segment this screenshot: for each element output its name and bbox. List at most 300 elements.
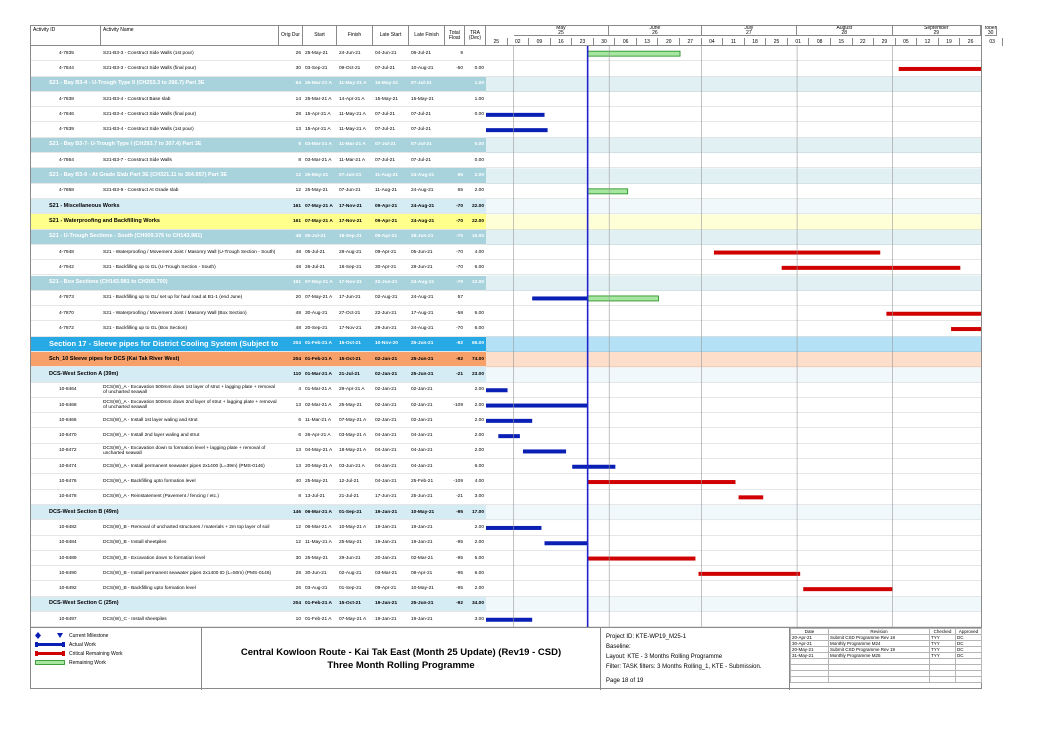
- critical-remaining-bar: [699, 572, 801, 576]
- cell-start: 07-May-21 A: [305, 203, 333, 209]
- cell-name: S21-B3-3 - Construct Side Walls (final pour): [103, 65, 197, 71]
- col-late-start[interactable]: Late Start: [373, 26, 409, 45]
- cell-name: Section 17 - Sleeve pipes for District Cooling System (Subject to: [49, 339, 279, 349]
- gantt-page: [30, 25, 997, 689]
- cell-name: S21 - Waterproofing and Backfilling Works: [49, 217, 160, 224]
- cell-lf: 07-Jul-21: [411, 111, 431, 117]
- cell-lf: 02-Jan-21: [411, 402, 433, 408]
- cell-name: DCS(W)_A - Install permanent seawater pipes 2x1400 (L=39m) (PMS-0146): [103, 463, 265, 469]
- cell-tra: 74.00: [471, 356, 484, 362]
- cell-start: 25-May-21: [305, 555, 328, 561]
- cell-ls: 07-Jul-21: [375, 157, 395, 163]
- month-number: 25: [558, 30, 564, 36]
- cell-finish: 09-Oct-21: [339, 65, 361, 71]
- cell-tra: 2.00: [474, 524, 484, 530]
- cell-finish: 03-Jun-21 A: [339, 463, 365, 469]
- cell-start: 03-Sep-21: [305, 65, 328, 71]
- cell-tf: -109: [453, 402, 463, 408]
- cell-tf: [445, 459, 465, 473]
- cell-name: S21 - U-Trough Sections - South (CH009.376 to CH143.981): [49, 233, 203, 240]
- cell-finish: 25-May-21: [339, 540, 362, 546]
- cell-dur: 4: [298, 387, 301, 393]
- cell-dur: 161: [292, 280, 301, 286]
- cell-tf: 65: [457, 188, 463, 194]
- cell-name: S21-B3-4 - Construct Base slab: [103, 96, 171, 102]
- cell-name: DCS(W)_B - Install sheetpiles: [103, 540, 167, 546]
- cell-tra: 2.00: [474, 402, 484, 408]
- cell-tf: -92: [456, 601, 463, 607]
- cell-finish: 24-Jun-21: [339, 50, 361, 56]
- cell-dur: 30: [295, 555, 301, 561]
- week-tick: 30: [594, 38, 616, 46]
- critical-remaining-bar: [782, 266, 961, 270]
- cell-start: 30-Jun-21: [305, 570, 327, 576]
- rev-checked: TYY: [930, 641, 956, 647]
- cell-dur: 204: [292, 341, 301, 347]
- cell-finish: 25-May-21: [339, 402, 362, 408]
- cell-id: 4-7835: [59, 50, 74, 56]
- cell-name: DCS(W)_B - Install permanent seawater pipes 2x1400 ID (L=50m) (PMS-0146): [103, 570, 272, 576]
- cell-dur: 204: [292, 356, 301, 362]
- cell-lf: 24-Aug-21: [411, 280, 435, 286]
- cell-start: 07-May-21 A: [305, 280, 333, 286]
- cell-start: 01-Feb-21 A: [305, 341, 333, 347]
- cell-tra: 65.00: [471, 341, 484, 347]
- actual-work-bar: [498, 434, 520, 438]
- cell-dur: 48: [295, 249, 301, 255]
- cell-lf: 07-Jul-21: [411, 127, 431, 133]
- actual-work-bar: [486, 113, 545, 117]
- cell-tra: 0.00: [474, 111, 484, 117]
- month-name: June: [649, 26, 661, 31]
- remaining-work-bar: [588, 51, 680, 56]
- cell-finish: 01-Sep-21: [339, 509, 362, 515]
- summary-band: [486, 230, 981, 245]
- cell-tra: 2.00: [474, 417, 484, 423]
- rev-date: 20-May-21: [791, 647, 829, 653]
- cell-name: S21-B3-9 - Construct At Grade slab: [103, 188, 179, 194]
- chart-title: Central Kowloon Route - Kai Tak East (Month 25 Update) (Rev19 - CSD): [240, 647, 562, 658]
- week-tick: 05: [896, 38, 918, 46]
- cell-lf: 25-Jun-21: [411, 601, 434, 607]
- cell-dur: 6: [298, 433, 301, 439]
- cell-finish: 02-Aug-21: [339, 570, 362, 576]
- cell-dur: 146: [292, 509, 301, 515]
- cell-id: 10-8484: [59, 540, 77, 546]
- cell-name: DCS(W)_A - Backfilling upto formation level: [103, 479, 196, 485]
- cell-tf: [445, 612, 465, 626]
- timescale: [486, 26, 997, 46]
- cell-tra: 0.00: [474, 142, 484, 148]
- cell-tf: [445, 520, 465, 534]
- cell-tf: -70: [456, 326, 463, 332]
- cell-ls: 29-Jun-21: [375, 326, 397, 332]
- cell-name: S21 - Waterproofing / Movement Joint / Masonry Wall (U-Trough Section - South): [103, 249, 276, 255]
- cell-id: 4-7846: [59, 111, 74, 117]
- cell-name: S21 - Backfilling up to GL (U-Trough Section - South): [103, 264, 216, 270]
- month-name: May: [556, 26, 566, 31]
- actual-work-bar: [486, 618, 532, 622]
- cell-id: 4-7873: [59, 295, 74, 301]
- week-tick: 09: [529, 38, 551, 46]
- week-tick: 22: [853, 38, 875, 46]
- project-id: Project ID: KTE-WP19_M25-1: [606, 634, 687, 640]
- cell-lf: 08-Apr-21: [411, 570, 433, 576]
- summary-band: [486, 168, 981, 183]
- month-header: [609, 26, 701, 36]
- cell-ls: 19-Jan-21: [375, 509, 398, 515]
- cell-finish: 14-Apr-21 A: [339, 96, 365, 102]
- cell-tf: -95: [456, 555, 463, 561]
- legend-remaining-label: Remaining Work: [69, 659, 106, 666]
- cell-tra: 34.00: [471, 601, 484, 607]
- cell-lf: 28-Jun-21: [411, 264, 433, 270]
- month-name: August: [836, 26, 853, 31]
- cell-tra: 2.00: [474, 173, 484, 179]
- cell-name: DCS-West Section A (39m): [49, 370, 119, 377]
- cell-finish: 21-Jul-21: [339, 371, 360, 377]
- cell-finish: 17-Nov-21: [339, 326, 362, 332]
- cell-dur: 40: [295, 479, 301, 485]
- summary-band: [486, 77, 981, 92]
- cell-ls: 19-Jan-21: [375, 616, 397, 622]
- cell-ls: 02-Jan-21: [375, 417, 397, 423]
- cell-dur: 13: [295, 448, 301, 454]
- cell-name: DCS(W)_B - Excavation down to formation level: [103, 555, 206, 561]
- cell-id: 4-7942: [59, 264, 74, 270]
- week-tick: 12: [917, 38, 939, 46]
- actual-work-bar: [486, 388, 508, 392]
- cell-ls: 10-Nov-20: [375, 341, 398, 347]
- cell-tf: [445, 123, 465, 137]
- summary-band: [486, 337, 981, 352]
- cell-lf: 07-Jul-21: [411, 81, 432, 87]
- month-name: July: [744, 26, 754, 31]
- summary-band: [486, 214, 981, 229]
- cell-dur: 10: [295, 616, 301, 622]
- cell-ls: 09-Apr-21: [375, 234, 398, 240]
- cell-start: 25-Mar-21 A: [305, 96, 332, 102]
- cell-start: 26-Apr-21 A: [305, 433, 331, 439]
- cell-tra: 10.00: [471, 234, 484, 240]
- legend-remaining: [35, 659, 106, 666]
- cell-name: S21-B3-4 - Construct Side Walls (final pour): [103, 111, 197, 117]
- col-activity-id[interactable]: Activity ID: [31, 26, 101, 45]
- cell-tf: -92: [456, 356, 463, 362]
- cell-tra: 4.00: [474, 479, 484, 485]
- rev-desc: Submit CSD Programme Rev 18: [829, 635, 930, 641]
- cell-start: 25-May-21: [305, 50, 328, 56]
- actual-work-bar: [532, 296, 587, 300]
- cell-lf: 04-Jan-21: [411, 448, 433, 454]
- actual-work-bar: [486, 404, 588, 408]
- cell-ls: 11-Aug-21: [375, 188, 398, 194]
- page-number: Page 18 of 19: [606, 678, 644, 684]
- cell-id: 10-8474: [59, 463, 77, 469]
- cell-lf: 02-Jan-21: [411, 387, 433, 393]
- summary-band: [486, 352, 981, 367]
- cell-finish: 07-Jun-21: [339, 188, 361, 194]
- cell-ls: 07-Jul-21: [375, 111, 395, 117]
- rev-desc: Monthly Programme M24: [829, 641, 930, 647]
- cell-name: S21 - Backfilling up to GL/ set up for haul road at B1-1 (end June): [103, 295, 243, 301]
- cell-ls: 04-Jan-21: [375, 463, 397, 469]
- project-info: [606, 632, 762, 686]
- cell-id: 10-8490: [59, 570, 77, 576]
- cell-ls: 04-Jan-21: [375, 448, 397, 454]
- cell-lf: 19-Jan-21: [411, 616, 433, 622]
- cell-lf: 28-Jun-21: [411, 234, 434, 240]
- cell-ls: 02-Jan-21: [375, 356, 398, 362]
- summary-band: [486, 505, 981, 520]
- cell-dur: 48: [295, 264, 301, 270]
- rev-date: 30-Apr-21: [791, 641, 829, 647]
- cell-id: 10-8497: [59, 616, 77, 622]
- cell-name: DCS(W)_A - Reinstatement (Pavement / fencing / etc.): [103, 494, 219, 500]
- cell-lf: 04-Jan-21: [411, 433, 433, 439]
- revision-row-empty: [791, 677, 982, 683]
- cell-tra: 1.00: [474, 96, 484, 102]
- cell-start: 04-May-21 A: [305, 448, 333, 454]
- cell-start: 02-Mar-21 A: [305, 402, 332, 408]
- cell-tra: 22.00: [471, 218, 484, 224]
- cell-dur: 161: [292, 203, 301, 209]
- cell-tra: 3.00: [474, 494, 484, 500]
- cell-tf: -70: [456, 264, 463, 270]
- cell-name: DCS-West Section C (25m): [49, 600, 119, 607]
- cell-tra: 22.00: [471, 203, 484, 209]
- cell-dur: 14: [295, 96, 301, 102]
- cell-ls: 19-Jan-21: [375, 540, 397, 546]
- cell-lf: 02-Mar-21: [411, 555, 434, 561]
- rev-approved: DC: [956, 647, 982, 653]
- cell-name: Sch_10 Sleeve pipes for DCS (Kai Tak River West): [49, 355, 180, 362]
- cell-id: 4-7864: [59, 157, 74, 163]
- cell-dur: 204: [292, 601, 301, 607]
- month-header: [893, 26, 981, 36]
- cell-lf: 25-Jun-21: [411, 356, 434, 362]
- cell-dur: 28: [295, 111, 301, 117]
- cell-lf: 07-Jul-21: [411, 157, 431, 163]
- cell-dur: 28: [295, 570, 301, 576]
- cell-ls: 22-Jun-21: [375, 280, 398, 286]
- cell-finish: 29-Apr-21 A: [339, 387, 365, 393]
- cell-start: 15-Apr-21 A: [305, 127, 331, 133]
- remaining-work-bar: [588, 296, 659, 301]
- cell-tra: [465, 291, 486, 305]
- col-finish[interactable]: Finish: [337, 26, 373, 45]
- cell-dur: 12: [295, 188, 301, 194]
- cell-id: 4-7868: [59, 188, 74, 194]
- cell-id: 10-8482: [59, 524, 77, 530]
- cell-name: S21 - Bay B3-9 - At Grade Slab Part 3E (CH321.11 to 354.957) Part 3E: [49, 172, 228, 179]
- cell-start: 01-Feb-21 A: [305, 616, 332, 622]
- month-number: 26: [652, 30, 658, 36]
- cell-start: 05-Jul-21: [305, 234, 326, 240]
- cell-tra: 2.00: [474, 188, 484, 194]
- cell-id: 10-8478: [59, 494, 77, 500]
- cell-dur: 12: [295, 173, 301, 179]
- cell-finish: 07-May-21 A: [339, 616, 367, 622]
- cell-name: DCS(W)_A - Excavation 500mm down 1st layer of strut + lagging plate + removal of uncharted seawall: [103, 384, 275, 395]
- col-start[interactable]: Start: [303, 26, 337, 45]
- rev-approved: DC: [956, 641, 982, 647]
- cell-tf: [445, 444, 465, 458]
- project-baseline: Baseline:: [606, 644, 631, 650]
- cell-start: 30-Aug-21: [305, 310, 328, 316]
- cell-tra: 4.00: [474, 249, 484, 255]
- cell-lf: 24-Aug-21: [411, 188, 434, 194]
- week-tick: 04: [702, 38, 724, 46]
- cell-finish: 18-Sep-21: [339, 234, 362, 240]
- cell-dur: 26: [295, 586, 301, 592]
- cell-lf: 24-Aug-21: [411, 218, 435, 224]
- actual-work-bar: [523, 449, 566, 453]
- cell-tra: 6.00: [474, 326, 484, 332]
- cell-tra: 2.00: [474, 540, 484, 546]
- cell-dur: 30: [295, 65, 301, 71]
- cell-dur: 20: [295, 295, 301, 301]
- cell-start: 25-Mar-21 A: [305, 81, 333, 87]
- cell-tf: [445, 77, 465, 91]
- cell-id: 4-7839: [59, 127, 74, 133]
- cell-tra: 2.00: [474, 448, 484, 454]
- cell-finish: 01-Sep-21: [339, 586, 362, 592]
- cell-tra: 5.00: [474, 555, 484, 561]
- cell-tra: 0.00: [474, 157, 484, 163]
- critical-remaining-bar: [803, 587, 892, 591]
- cell-start: 25-May-21: [305, 188, 328, 194]
- cell-start: 25-May-21: [305, 479, 328, 485]
- cell-start: 01-Mar-21 A: [305, 387, 332, 393]
- cell-id: 4-7838: [59, 96, 74, 102]
- rev-date: 20-Apr-21: [791, 635, 829, 641]
- col-tra[interactable]: TRA (Dec): [465, 26, 486, 45]
- cell-dur: 13: [295, 402, 301, 408]
- rev-h-approved: Approved: [956, 629, 982, 635]
- cell-tf: [445, 138, 465, 152]
- milestone-icon: [35, 632, 65, 639]
- cell-tf: 65: [457, 173, 463, 179]
- cell-name: DCS(W)_B - Backfilling upto formation level: [103, 586, 196, 592]
- cell-tf: [445, 413, 465, 427]
- cell-tra: 1.00: [474, 81, 484, 87]
- cell-id: 10-8472: [59, 448, 77, 454]
- cell-ls: 09-Apr-21: [375, 249, 397, 255]
- cell-ls: 04-Jun-21: [375, 50, 397, 56]
- cell-ls: 19-Jan-21: [375, 601, 398, 607]
- cell-finish: 17-Nov-21: [339, 203, 362, 209]
- summary-band: [486, 597, 981, 612]
- cell-tra: 23.00: [471, 371, 484, 377]
- cell-lf: 17-Aug-21: [411, 310, 434, 316]
- cell-finish: 15-Oct-21: [339, 356, 361, 362]
- cell-finish: 21-Jul-21: [339, 494, 359, 500]
- cell-tf: -95: [456, 509, 463, 515]
- cell-tra: 2.00: [474, 586, 484, 592]
- cell-dur: 8: [298, 142, 301, 148]
- cell-dur: 110: [293, 371, 301, 377]
- cell-dur: 8: [298, 157, 301, 163]
- month-name: tober: [984, 26, 997, 31]
- cell-finish: 17-Nov-21: [339, 218, 362, 224]
- chart-subtitle: Three Month Rolling Programme: [327, 660, 475, 671]
- cell-ls: 04-Jan-21: [375, 433, 397, 439]
- cell-dur: 8: [298, 494, 301, 500]
- week-tick: 20: [658, 38, 680, 46]
- summary-band: [486, 138, 981, 153]
- cell-finish: 18-May-21 A: [339, 448, 367, 454]
- cell-tf: [445, 92, 465, 106]
- cell-start: 15-Apr-21 A: [305, 111, 331, 117]
- cell-id: 4-7948: [59, 249, 74, 255]
- cell-dur: 12: [295, 524, 301, 530]
- critical-work-icon: [35, 650, 65, 657]
- col-total-float[interactable]: Total Float: [445, 26, 465, 45]
- rev-date: 31-May-21: [791, 653, 829, 659]
- cell-ls: 04-Jan-21: [375, 479, 397, 485]
- cell-start: 03-Aug-21: [305, 586, 328, 592]
- rev-checked: TYY: [930, 647, 956, 653]
- cell-id: 10-8492: [59, 586, 77, 592]
- cell-lf: 10-Aug-21: [411, 65, 434, 71]
- month-number: 28: [841, 30, 848, 36]
- cell-start: 13-Jul-21: [305, 494, 325, 500]
- cell-tf: -95: [456, 540, 463, 546]
- cell-start: 03-Mar-21 A: [305, 157, 332, 163]
- cell-lf: 19-Jan-21: [411, 524, 433, 530]
- cell-id: 4-7870: [59, 310, 74, 316]
- week-tick: 13: [637, 38, 659, 46]
- cell-ls: 11-Aug-21: [375, 173, 398, 179]
- cell-dur: 26: [295, 50, 301, 56]
- cell-lf: 25-Jun-21: [411, 494, 433, 500]
- title-block: [201, 628, 601, 690]
- week-tick: 02: [508, 38, 530, 46]
- col-late-finish[interactable]: Late Finish: [409, 26, 445, 45]
- col-activity-name[interactable]: Activity Name: [101, 26, 279, 45]
- cell-ls: 09-Apr-21: [375, 203, 398, 209]
- cell-finish: 17-Jun-21: [339, 295, 361, 301]
- cell-finish: 03-May-21 A: [339, 433, 367, 439]
- critical-remaining-bar: [588, 557, 696, 561]
- cell-finish: 07-May-21 A: [339, 417, 367, 423]
- cell-id: 10-8470: [59, 433, 77, 439]
- cell-ls: 09-Apr-21: [375, 586, 397, 592]
- cell-lf: 25-Jun-21: [411, 341, 434, 347]
- col-orig-dur[interactable]: Orig Dur: [279, 26, 303, 45]
- cell-finish: 28-Aug-21: [339, 249, 362, 255]
- legend-actual: [35, 641, 96, 648]
- cell-tra: 2.00: [474, 387, 484, 393]
- cell-finish: 11-May-21 A: [339, 81, 367, 87]
- cell-lf: 24-Aug-21: [411, 295, 434, 301]
- week-tick: 11: [723, 38, 745, 46]
- cell-ls: 03-Mar-21: [375, 570, 398, 576]
- cell-tf: -21: [456, 371, 463, 377]
- cell-name: DCS(W)_A - Excavation 500mm down 2nd layer of strut + lagging plate + removal of uncharted seawall: [103, 400, 277, 411]
- cell-lf: 24-Aug-21: [411, 326, 434, 332]
- cell-dur: 64: [295, 81, 301, 87]
- cell-ls: 02-Jan-21: [375, 371, 398, 377]
- cell-start: 11-May-21 A: [305, 540, 332, 546]
- project-layout: Layout: KTE - 3 Months Rolling Programme: [606, 654, 723, 660]
- cell-tf: 57: [457, 295, 463, 301]
- cell-tra: [465, 46, 486, 60]
- cell-lf: 02-Jan-21: [411, 417, 433, 423]
- cell-finish: 18-Sep-21: [339, 264, 362, 270]
- cell-tf: [445, 429, 465, 443]
